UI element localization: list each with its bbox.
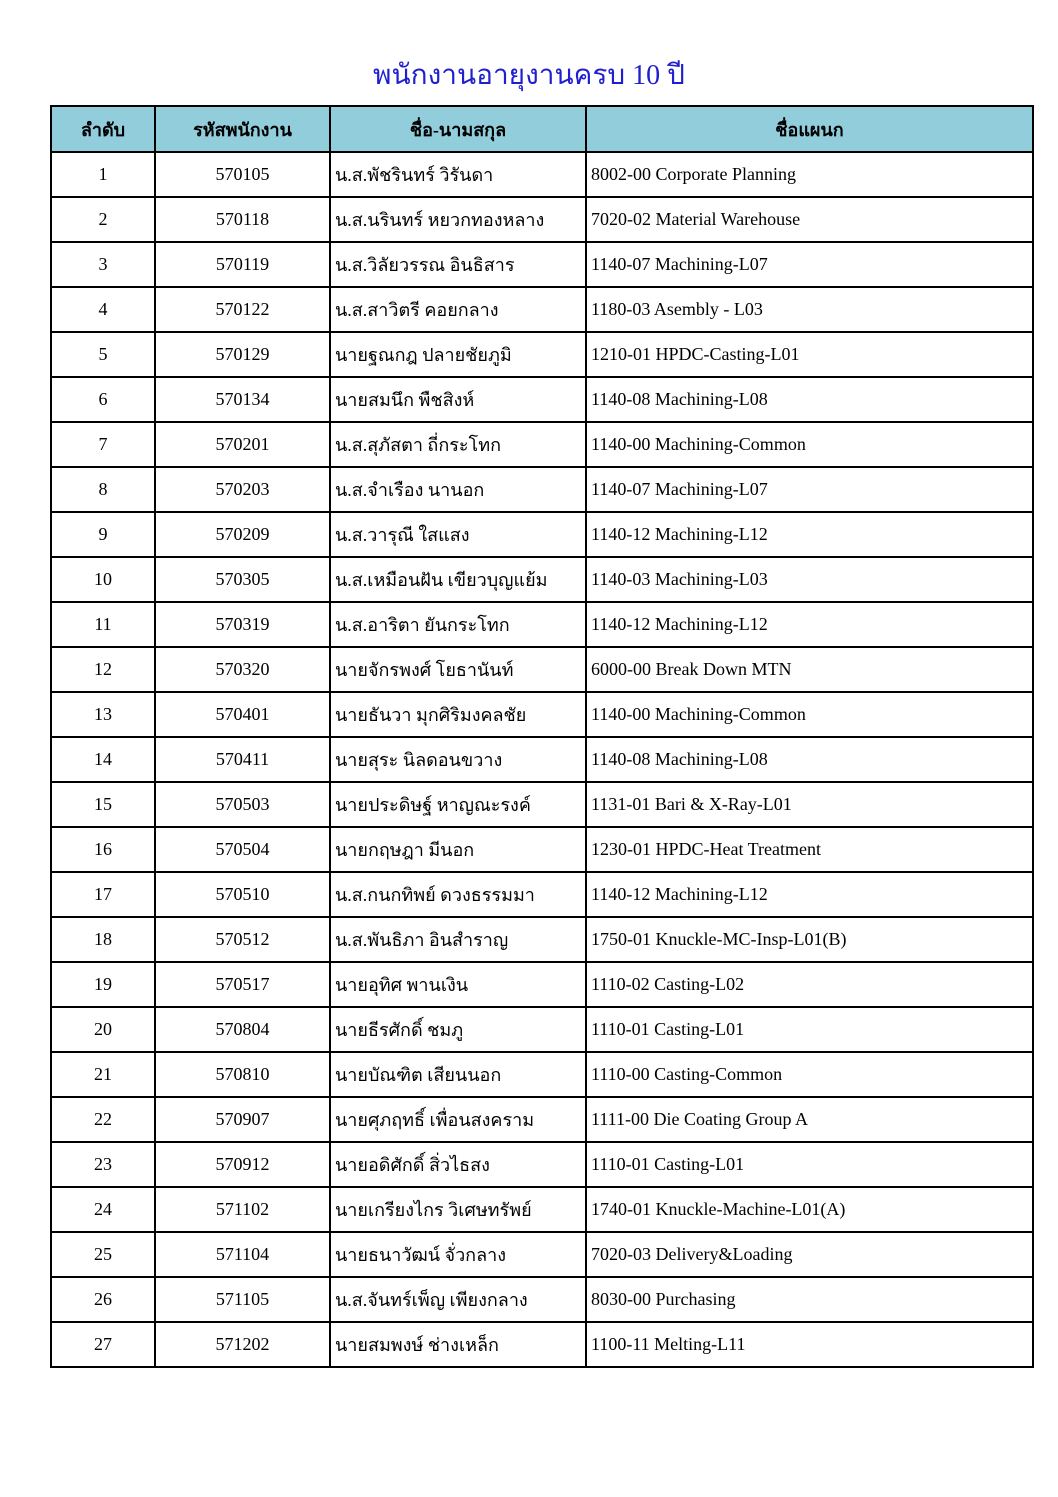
row-full-name: น.ส.วิลัยวรรณ อินธิสาร bbox=[330, 242, 586, 287]
row-employee-id: 570504 bbox=[155, 827, 330, 872]
row-full-name: น.ส.พันธิภา อินสำราญ bbox=[330, 917, 586, 962]
table-row bbox=[51, 1097, 1033, 1142]
table-row bbox=[51, 1277, 1033, 1322]
row-full-name: นายอุทิศ พานเงิน bbox=[330, 962, 586, 1007]
row-department: 1230-01 HPDC-Heat Treatment bbox=[586, 827, 1033, 872]
row-full-name: น.ส.สาวิตรี คอยกลาง bbox=[330, 287, 586, 332]
table-row bbox=[51, 197, 1033, 242]
row-department: 1210-01 HPDC-Casting-L01 bbox=[586, 332, 1033, 377]
row-employee-id: 570912 bbox=[155, 1142, 330, 1187]
row-order: 8 bbox=[51, 467, 155, 512]
row-full-name: น.ส.นรินทร์ หยวกทองหลาง bbox=[330, 197, 586, 242]
row-employee-id: 570119 bbox=[155, 242, 330, 287]
row-employee-id: 571102 bbox=[155, 1187, 330, 1232]
row-order: 11 bbox=[51, 602, 155, 647]
row-department: 1111-00 Die Coating Group A bbox=[586, 1097, 1033, 1142]
row-employee-id: 570305 bbox=[155, 557, 330, 602]
table-header-row bbox=[51, 106, 1033, 152]
row-order: 26 bbox=[51, 1277, 155, 1322]
row-department: 1100-11 Melting-L11 bbox=[586, 1322, 1033, 1367]
row-order: 24 bbox=[51, 1187, 155, 1232]
row-department: 1110-01 Casting-L01 bbox=[586, 1142, 1033, 1187]
row-department: 8002-00 Corporate Planning bbox=[586, 152, 1033, 197]
row-employee-id: 570320 bbox=[155, 647, 330, 692]
row-order: 2 bbox=[51, 197, 155, 242]
table-row bbox=[51, 1232, 1033, 1277]
row-full-name: น.ส.สุภัสตา ถี่กระโทก bbox=[330, 422, 586, 467]
table-row bbox=[51, 917, 1033, 962]
table-row bbox=[51, 782, 1033, 827]
row-full-name: น.ส.เหมือนฝัน เขียวบุญแย้ม bbox=[330, 557, 586, 602]
row-order: 15 bbox=[51, 782, 155, 827]
table-row bbox=[51, 1007, 1033, 1052]
table-row bbox=[51, 962, 1033, 1007]
row-order: 23 bbox=[51, 1142, 155, 1187]
row-employee-id: 570129 bbox=[155, 332, 330, 377]
table-row bbox=[51, 377, 1033, 422]
row-department: 1140-12 Machining-L12 bbox=[586, 872, 1033, 917]
employee-table bbox=[50, 105, 1034, 1368]
row-employee-id: 571104 bbox=[155, 1232, 330, 1277]
row-full-name: นายธันวา มุกศิริมงคลชัย bbox=[330, 692, 586, 737]
row-employee-id: 570319 bbox=[155, 602, 330, 647]
row-order: 17 bbox=[51, 872, 155, 917]
row-order: 10 bbox=[51, 557, 155, 602]
table-body bbox=[51, 152, 1033, 1367]
row-department: 6000-00 Break Down MTN bbox=[586, 647, 1033, 692]
row-department: 1140-07 Machining-L07 bbox=[586, 467, 1033, 512]
row-order: 4 bbox=[51, 287, 155, 332]
table-row bbox=[51, 152, 1033, 197]
row-order: 22 bbox=[51, 1097, 155, 1142]
row-order: 13 bbox=[51, 692, 155, 737]
row-employee-id: 570118 bbox=[155, 197, 330, 242]
table-row bbox=[51, 332, 1033, 377]
table-row bbox=[51, 1142, 1033, 1187]
row-full-name: นายสมพงษ์ ช่างเหล็ก bbox=[330, 1322, 586, 1367]
row-employee-id: 570810 bbox=[155, 1052, 330, 1097]
row-full-name: น.ส.จำเรือง นานอก bbox=[330, 467, 586, 512]
row-department: 7020-02 Material Warehouse bbox=[586, 197, 1033, 242]
row-employee-id: 570804 bbox=[155, 1007, 330, 1052]
row-order: 12 bbox=[51, 647, 155, 692]
table-row bbox=[51, 872, 1033, 917]
table-row bbox=[51, 287, 1033, 332]
row-full-name: น.ส.วารุณี ใสแสง bbox=[330, 512, 586, 557]
row-order: 5 bbox=[51, 332, 155, 377]
table-row bbox=[51, 557, 1033, 602]
row-employee-id: 570209 bbox=[155, 512, 330, 557]
row-full-name: นายประดิษฐ์ หาญณะรงค์ bbox=[330, 782, 586, 827]
row-order: 25 bbox=[51, 1232, 155, 1277]
row-full-name: นายฐณกฎ ปลายชัยภูมิ bbox=[330, 332, 586, 377]
row-department: 1740-01 Knuckle-Machine-L01(A) bbox=[586, 1187, 1033, 1232]
row-department: 7020-03 Delivery&Loading bbox=[586, 1232, 1033, 1277]
row-employee-id: 571105 bbox=[155, 1277, 330, 1322]
row-employee-id: 570907 bbox=[155, 1097, 330, 1142]
row-order: 27 bbox=[51, 1322, 155, 1367]
row-department: 1131-01 Bari & X-Ray-L01 bbox=[586, 782, 1033, 827]
row-full-name: นายกฤษฎา มีนอก bbox=[330, 827, 586, 872]
row-order: 21 bbox=[51, 1052, 155, 1097]
table-row bbox=[51, 737, 1033, 782]
row-order: 19 bbox=[51, 962, 155, 1007]
row-full-name: น.ส.กนกทิพย์ ดวงธรรมมา bbox=[330, 872, 586, 917]
row-employee-id: 570517 bbox=[155, 962, 330, 1007]
row-order: 9 bbox=[51, 512, 155, 557]
row-employee-id: 570411 bbox=[155, 737, 330, 782]
row-full-name: นายธีรศักดิ์ ชมภู bbox=[330, 1007, 586, 1052]
row-order: 6 bbox=[51, 377, 155, 422]
table-row bbox=[51, 1322, 1033, 1367]
row-department: 1140-08 Machining-L08 bbox=[586, 377, 1033, 422]
row-department: 1140-00 Machining-Common bbox=[586, 692, 1033, 737]
row-department: 8030-00 Purchasing bbox=[586, 1277, 1033, 1322]
row-department: 1140-07 Machining-L07 bbox=[586, 242, 1033, 287]
table-row bbox=[51, 692, 1033, 737]
row-employee-id: 570201 bbox=[155, 422, 330, 467]
row-full-name: นายจักรพงศ์ โยธานันท์ bbox=[330, 647, 586, 692]
row-full-name: นายศุภฤทธิ์ เพื่อนสงคราม bbox=[330, 1097, 586, 1142]
table-row bbox=[51, 647, 1033, 692]
header-order: ลำดับ bbox=[51, 106, 155, 152]
row-full-name: นายสมนึก พืชสิงห์ bbox=[330, 377, 586, 422]
header-full-name: ชื่อ-นามสกุล bbox=[330, 106, 586, 152]
table-row bbox=[51, 467, 1033, 512]
row-full-name: น.ส.อาริตา ยันกระโทก bbox=[330, 602, 586, 647]
row-order: 14 bbox=[51, 737, 155, 782]
table-row bbox=[51, 1052, 1033, 1097]
row-department: 1140-08 Machining-L08 bbox=[586, 737, 1033, 782]
table-row bbox=[51, 827, 1033, 872]
row-department: 1140-03 Machining-L03 bbox=[586, 557, 1033, 602]
row-employee-id: 571202 bbox=[155, 1322, 330, 1367]
row-order: 3 bbox=[51, 242, 155, 287]
row-full-name: น.ส.พัชรินทร์ วิรันดา bbox=[330, 152, 586, 197]
row-order: 16 bbox=[51, 827, 155, 872]
header-department: ชื่อแผนก bbox=[586, 106, 1033, 152]
row-full-name: นายธนาวัฒน์ จั่วกลาง bbox=[330, 1232, 586, 1277]
row-order: 7 bbox=[51, 422, 155, 467]
row-full-name: นายอดิศักดิ์ สิ่วไธสง bbox=[330, 1142, 586, 1187]
row-department: 1140-00 Machining-Common bbox=[586, 422, 1033, 467]
row-full-name: นายเกรียงไกร วิเศษทรัพย์ bbox=[330, 1187, 586, 1232]
row-order: 20 bbox=[51, 1007, 155, 1052]
row-employee-id: 570512 bbox=[155, 917, 330, 962]
row-full-name: น.ส.จันทร์เพ็ญ เพียงกลาง bbox=[330, 1277, 586, 1322]
page-title: พนักงานอายุงานครบ 10 ปี bbox=[373, 60, 685, 91]
row-full-name: นายบัณฑิต เสียนนอก bbox=[330, 1052, 586, 1097]
row-order: 18 bbox=[51, 917, 155, 962]
table-row bbox=[51, 512, 1033, 557]
row-department: 1140-12 Machining-L12 bbox=[586, 512, 1033, 557]
row-employee-id: 570203 bbox=[155, 467, 330, 512]
row-order: 1 bbox=[51, 152, 155, 197]
row-employee-id: 570105 bbox=[155, 152, 330, 197]
table-row bbox=[51, 602, 1033, 647]
row-employee-id: 570122 bbox=[155, 287, 330, 332]
row-employee-id: 570510 bbox=[155, 872, 330, 917]
row-department: 1110-02 Casting-L02 bbox=[586, 962, 1033, 1007]
table-row bbox=[51, 422, 1033, 467]
row-full-name: นายสุระ นิลดอนขวาง bbox=[330, 737, 586, 782]
row-employee-id: 570134 bbox=[155, 377, 330, 422]
header-employee-id: รหัสพนักงาน bbox=[155, 106, 330, 152]
row-employee-id: 570401 bbox=[155, 692, 330, 737]
table-row bbox=[51, 242, 1033, 287]
row-department: 1110-00 Casting-Common bbox=[586, 1052, 1033, 1097]
row-department: 1180-03 Asembly - L03 bbox=[586, 287, 1033, 332]
row-department: 1110-01 Casting-L01 bbox=[586, 1007, 1033, 1052]
row-employee-id: 570503 bbox=[155, 782, 330, 827]
table-row bbox=[51, 1187, 1033, 1232]
row-department: 1750-01 Knuckle-MC-Insp-L01(B) bbox=[586, 917, 1033, 962]
row-department: 1140-12 Machining-L12 bbox=[586, 602, 1033, 647]
